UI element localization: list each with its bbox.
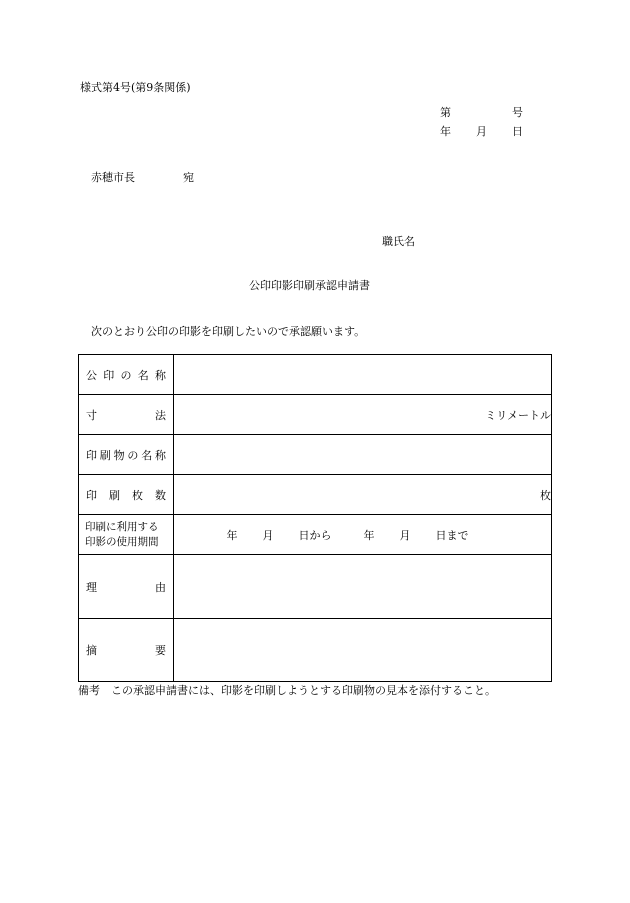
row-reason [79,555,552,619]
label-period [79,520,173,550]
value-period[interactable] [174,515,552,555]
label-char: 称 [155,368,166,382]
form-number: 様式第4号(第9条関係) [80,81,191,94]
doc-number-go: 号 [512,106,523,119]
label-char: 印 [86,488,97,502]
intro-text: 次のとおり公印の印影を印刷したいので承認願います。 [91,325,366,338]
value-seal-name[interactable] [174,355,552,395]
applicant-label: 職氏名 [382,235,415,248]
label-char: 枚 [132,488,143,502]
label-char: の [120,368,132,382]
label-reason [79,579,173,595]
label-char: 摘 [86,644,97,657]
label-char: 理 [86,580,97,594]
period-day-to: 日まで [435,528,469,542]
row-summary [79,619,552,682]
date-year: 年 [440,125,451,138]
label-char: 物 [113,448,125,462]
label-char: 寸 [86,408,97,422]
label-char: 刷 [99,448,111,462]
addressee-suffix: 宛 [183,171,194,184]
label-char: 刷 [109,488,120,502]
note-text: 備考 この承認申請書には、印影を印刷しようとする印刷物の見本を添付すること。 [78,684,496,697]
row-count [79,475,552,515]
label-char: 名 [141,448,153,462]
doc-number-dai: 第 [440,106,451,119]
label-char: 数 [155,488,166,502]
label-print-name [79,447,173,463]
value-reason[interactable] [174,555,552,619]
label-char: 印 [103,368,115,382]
label-char: 印 [86,448,97,462]
period-year-to: 年 [363,528,375,542]
value-count[interactable] [174,475,552,515]
date-month: 月 [476,125,487,138]
value-summary[interactable] [174,619,552,682]
count-unit: 枚 [540,488,551,502]
document-title: 公印印影印刷承認申請書 [249,279,370,292]
label-period-line2: 印影の使用期間 [85,535,159,548]
label-char: 要 [155,644,166,657]
label-char: の [127,448,139,462]
label-char: 公 [86,368,97,382]
label-period-line1: 印刷に利用する [85,520,159,533]
row-seal-name [79,355,552,395]
label-char: 法 [155,408,166,422]
addressee-name: 赤穂市長 [91,171,135,184]
size-unit: ミリメートル [485,408,551,422]
label-count [79,487,173,503]
label-char: 称 [154,448,166,462]
label-char: 由 [155,580,166,594]
value-print-name[interactable] [174,435,552,475]
period-month-to: 月 [399,528,411,542]
date-day: 日 [512,125,523,138]
label-summary [79,642,173,658]
value-size[interactable] [174,395,552,435]
row-print-name [79,435,552,475]
row-period [79,515,552,555]
row-size [79,395,552,435]
period-month-from: 月 [262,528,274,542]
period-year-from: 年 [226,528,238,542]
label-seal-name [79,367,173,383]
period-fields [174,527,551,543]
application-table [78,354,552,682]
label-size [79,407,173,423]
label-char: 名 [137,368,149,382]
period-day-from: 日から [298,528,332,542]
